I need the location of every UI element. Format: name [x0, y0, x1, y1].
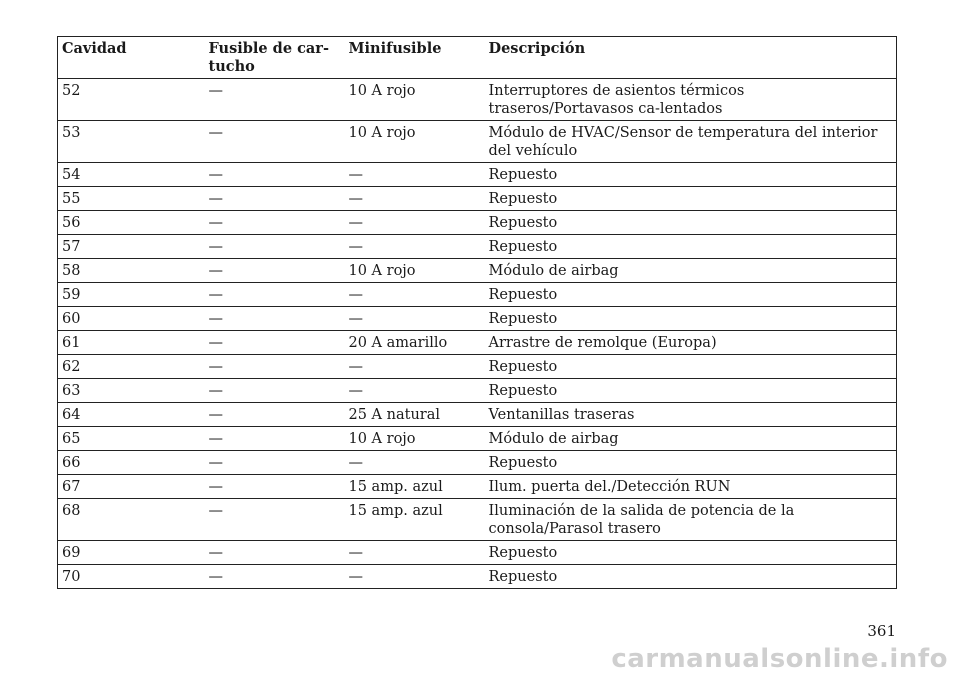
- table-row: [58, 541, 897, 565]
- cell-fusible-cartucho: —: [205, 541, 345, 565]
- cell-descripcion: Arrastre de remolque (Europa): [485, 331, 897, 355]
- cell-descripcion: Repuesto: [485, 307, 897, 331]
- cell-descripcion: Módulo de HVAC/Sensor de temperatura del interior del vehículo: [485, 121, 897, 163]
- cell-fusible-cartucho: —: [205, 259, 345, 283]
- cell-minifusible: —: [345, 541, 485, 565]
- cell-minifusible: 15 amp. azul: [345, 475, 485, 499]
- fuse-table: [57, 36, 897, 589]
- cell-descripcion: Interruptores de asientos térmicos traseros/Portavasos ca-lentados: [485, 79, 897, 121]
- cell-minifusible: —: [345, 451, 485, 475]
- cell-fusible-cartucho: —: [205, 79, 345, 121]
- cell-fusible-cartucho: —: [205, 403, 345, 427]
- cell-descripcion: Iluminación de la salida de potencia de la consola/Parasol trasero: [485, 499, 897, 541]
- watermark: carmanualsonline.info: [611, 644, 948, 674]
- table-row: [58, 451, 897, 475]
- cell-fusible-cartucho: —: [205, 379, 345, 403]
- cell-minifusible: —: [345, 163, 485, 187]
- cell-minifusible: 10 A rojo: [345, 79, 485, 121]
- cell-minifusible: 10 A rojo: [345, 427, 485, 451]
- cell-descripcion: Ilum. puerta del./Detección RUN: [485, 475, 897, 499]
- cell-cavidad: 54: [58, 163, 205, 187]
- cell-minifusible: 25 A natural: [345, 403, 485, 427]
- cell-minifusible: —: [345, 307, 485, 331]
- cell-cavidad: 55: [58, 187, 205, 211]
- cell-minifusible: —: [345, 211, 485, 235]
- cell-cavidad: 70: [58, 565, 205, 589]
- cell-descripcion: Repuesto: [485, 283, 897, 307]
- cell-minifusible: —: [345, 187, 485, 211]
- cell-minifusible: —: [345, 379, 485, 403]
- table-row: [58, 475, 897, 499]
- table-row: [58, 565, 897, 589]
- cell-minifusible: 15 amp. azul: [345, 499, 485, 541]
- cell-cavidad: 62: [58, 355, 205, 379]
- cell-fusible-cartucho: —: [205, 283, 345, 307]
- cell-fusible-cartucho: —: [205, 163, 345, 187]
- cell-cavidad: 64: [58, 403, 205, 427]
- cell-descripcion: Repuesto: [485, 163, 897, 187]
- cell-cavidad: 69: [58, 541, 205, 565]
- cell-fusible-cartucho: —: [205, 307, 345, 331]
- cell-cavidad: 56: [58, 211, 205, 235]
- table-row: [58, 187, 897, 211]
- cell-descripcion: Repuesto: [485, 235, 897, 259]
- table-row: [58, 163, 897, 187]
- table-row: [58, 79, 897, 121]
- table-row: [58, 211, 897, 235]
- cell-fusible-cartucho: —: [205, 211, 345, 235]
- table-row: [58, 121, 897, 163]
- cell-cavidad: 68: [58, 499, 205, 541]
- cell-minifusible: 20 A amarillo: [345, 331, 485, 355]
- page-number: 361: [867, 622, 896, 640]
- table-row: [58, 403, 897, 427]
- cell-fusible-cartucho: —: [205, 427, 345, 451]
- cell-descripcion: Módulo de airbag: [485, 427, 897, 451]
- header-descripcion: Descripción: [485, 37, 897, 79]
- table-header-row: [58, 37, 897, 79]
- cell-fusible-cartucho: —: [205, 187, 345, 211]
- cell-fusible-cartucho: —: [205, 451, 345, 475]
- cell-fusible-cartucho: —: [205, 355, 345, 379]
- cell-cavidad: 67: [58, 475, 205, 499]
- table-row: [58, 307, 897, 331]
- table-row: [58, 235, 897, 259]
- cell-cavidad: 53: [58, 121, 205, 163]
- cell-minifusible: —: [345, 235, 485, 259]
- table-row: [58, 499, 897, 541]
- cell-fusible-cartucho: —: [205, 475, 345, 499]
- cell-descripcion: Módulo de airbag: [485, 259, 897, 283]
- cell-descripcion: Repuesto: [485, 355, 897, 379]
- cell-minifusible: —: [345, 565, 485, 589]
- cell-descripcion: Repuesto: [485, 565, 897, 589]
- table-row: [58, 427, 897, 451]
- table-row: [58, 331, 897, 355]
- cell-cavidad: 58: [58, 259, 205, 283]
- cell-cavidad: 57: [58, 235, 205, 259]
- cell-fusible-cartucho: —: [205, 499, 345, 541]
- cell-fusible-cartucho: —: [205, 235, 345, 259]
- table-body: [58, 79, 897, 589]
- cell-descripcion: Ventanillas traseras: [485, 403, 897, 427]
- cell-descripcion: Repuesto: [485, 187, 897, 211]
- cell-descripcion: Repuesto: [485, 211, 897, 235]
- cell-fusible-cartucho: —: [205, 331, 345, 355]
- cell-fusible-cartucho: —: [205, 121, 345, 163]
- cell-minifusible: —: [345, 355, 485, 379]
- cell-descripcion: Repuesto: [485, 379, 897, 403]
- table-row: [58, 259, 897, 283]
- cell-cavidad: 61: [58, 331, 205, 355]
- header-cavidad: Cavidad: [58, 37, 205, 79]
- cell-minifusible: —: [345, 283, 485, 307]
- cell-cavidad: 60: [58, 307, 205, 331]
- cell-cavidad: 52: [58, 79, 205, 121]
- table-row: [58, 379, 897, 403]
- table-row: [58, 283, 897, 307]
- table-row: [58, 355, 897, 379]
- cell-descripcion: Repuesto: [485, 451, 897, 475]
- cell-minifusible: 10 A rojo: [345, 121, 485, 163]
- header-fusible-cartucho: Fusible de car- tucho: [205, 37, 345, 79]
- header-minifusible: Minifusible: [345, 37, 485, 79]
- cell-minifusible: 10 A rojo: [345, 259, 485, 283]
- cell-cavidad: 59: [58, 283, 205, 307]
- cell-cavidad: 63: [58, 379, 205, 403]
- cell-descripcion: Repuesto: [485, 541, 897, 565]
- cell-fusible-cartucho: —: [205, 565, 345, 589]
- cell-cavidad: 66: [58, 451, 205, 475]
- cell-cavidad: 65: [58, 427, 205, 451]
